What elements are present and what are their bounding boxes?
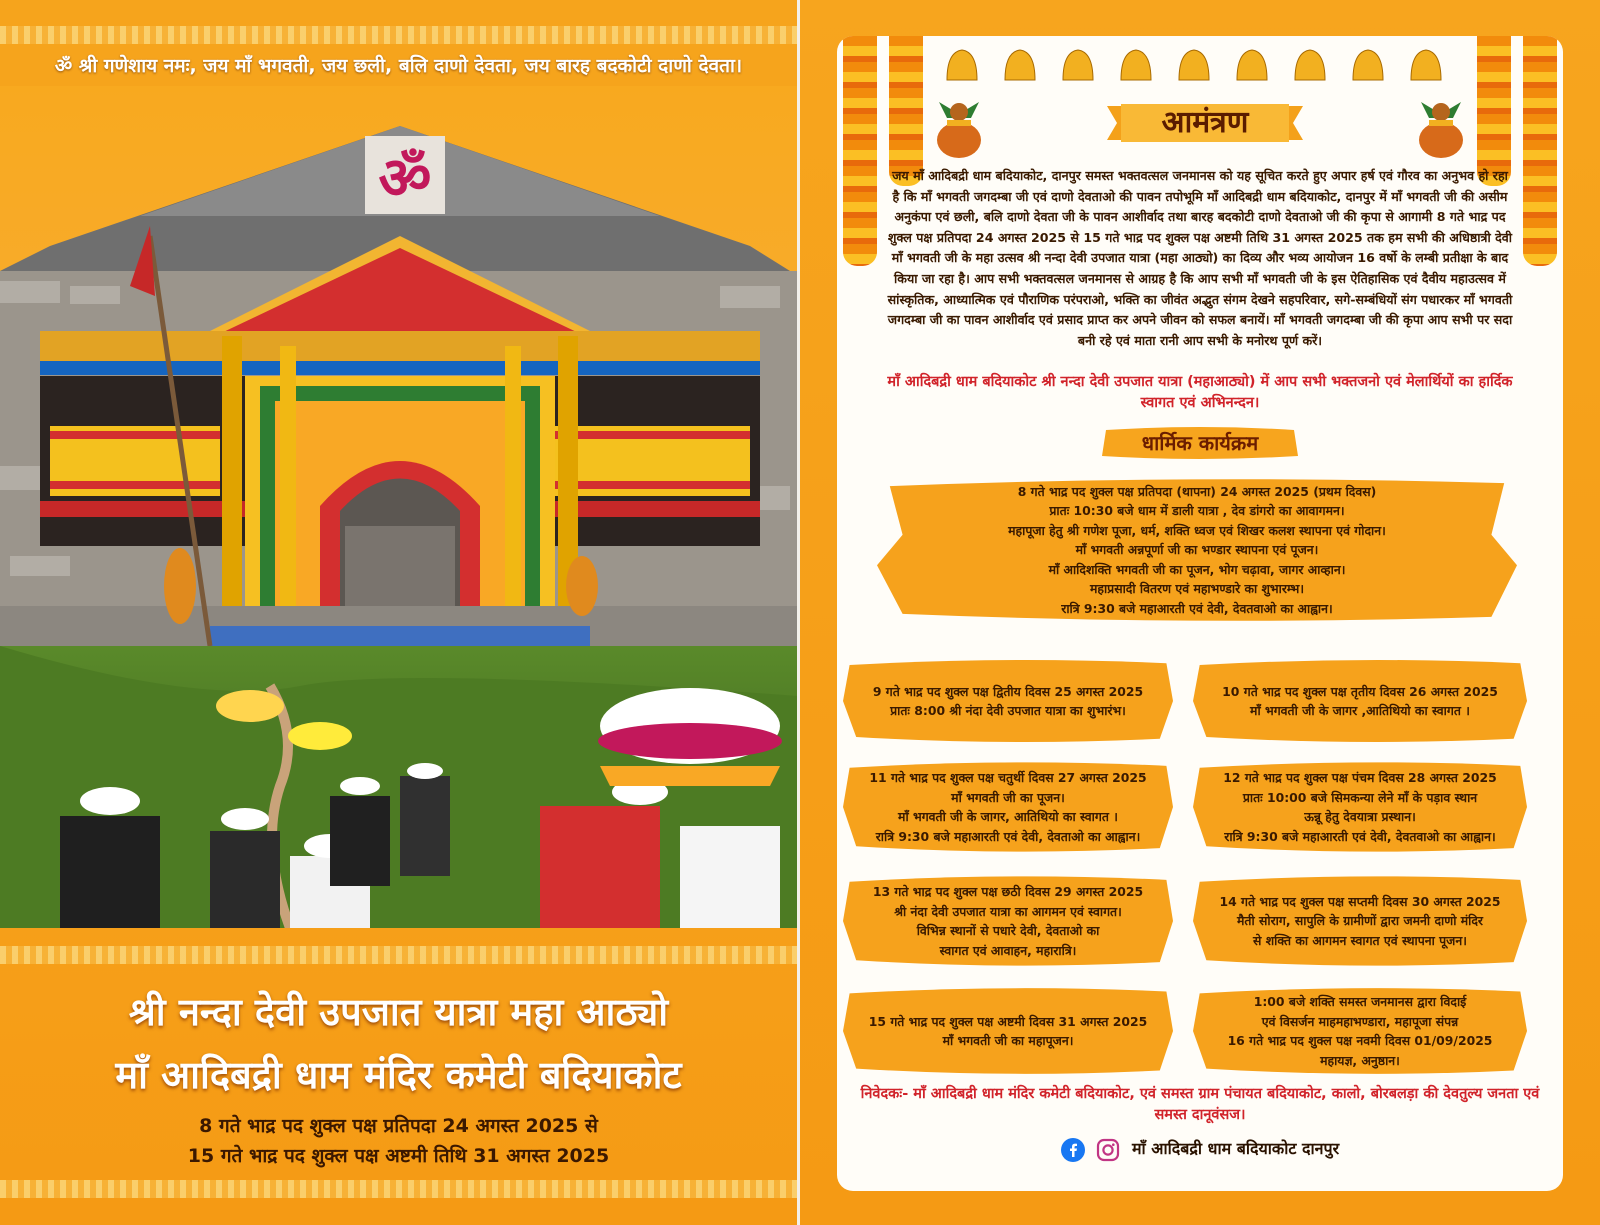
social-handle: माँ आदिबद्री धाम बदियाकोट दानपुर [1131,1139,1340,1158]
program-line: माँ भगवती जी का महापूजन। [942,1033,1074,1048]
bell-icon [1237,50,1267,80]
program-line: ऊन्नू हेतु देवयात्रा प्रस्थान। [1304,809,1416,824]
facebook-icon[interactable] [1061,1138,1085,1162]
program-line: विभिन्न स्थानों से पधारे देवी, देवताओ का [916,923,1100,938]
program-line: महायज्ञ, अनुष्ठान। [1320,1052,1400,1068]
program-heading: धार्मिक कार्यक्रम [1141,431,1259,455]
program-line: रात्रि 9:30 बजे महाआरती एवं देवी, देवतवाओ का आह्वान। [1061,600,1333,616]
program-line: 8 गते भाद्र पद शुक्ल पक्ष प्रतिपदा (थापना) 24 अगस्त 2025 (प्रथम दिवस) [1017,483,1377,499]
program-day2 [843,656,1173,746]
bell-icon [1121,50,1151,80]
temple-illustration [0,86,797,928]
program-line: माँ भगवती जी के जागर, आतिथियो का स्वागत । [898,809,1118,824]
program-line: प्रातः 8:00 श्री नंदा देवी उपजात यात्रा का शुभारंभ। [890,703,1126,718]
program-line: 11 गते भाद्र पद शुक्ल पक्ष चतुर्थी दिवस 27 अगस्त 2025 [869,770,1147,785]
program-line: से शक्ति का आगमन स्वागत एवं स्थापना पूजन। [1253,932,1467,948]
social-links [837,1136,1563,1162]
decorative-border-middle [0,946,797,964]
program-line: 10 गते भाद्र पद शुक्ल पक्ष तृतीय दिवस 26 अगस्त 2025 [1222,683,1498,699]
decorative-border-bottom [0,1180,797,1198]
program-day4 [843,758,1173,856]
program-line: 9 गते भाद्र पद शुक्ल पक्ष द्वितीय दिवस 25 अगस्त 2025 [872,683,1144,699]
program-line: 14 गते भाद्र पद शुक्ल पक्ष सप्तमी दिवस 30 अगस्त 2025 [1219,893,1501,909]
bell-row [937,40,1457,90]
program-line: मैती सोराग, सापुलि के ग्रामीणों द्वारा जमनी दाणो मंदिर [1237,913,1483,929]
program-line: 16 गते भाद्र पद शुक्ल पक्ष नवमी दिवस 01/09/2025 [1227,1033,1493,1048]
main-title-line1: श्री नन्दा देवी उपजात यात्रा महा आठ्यो [128,990,669,1034]
program-day8 [843,984,1173,1078]
organizer-note: निवेदकः- माँ आदिबद्री धाम मंदिर कमेटी बदियाकोट, एवं समस्त ग्राम पंचायत बदियाकोट, कालो, बोरबलड़ा की देवतुल्य जनता एवं समस्त दानूवंसज। [860,1086,1540,1123]
om-icon: ॐ [378,144,432,212]
program-line: रात्रि 9:30 बजे महाआरती एवं देवी, देवताओ का आह्वान। [875,828,1141,844]
program-day1 [877,474,1517,626]
program-line: प्रातः 10:00 बजे सिमकन्या लेने माँ के पड़ाव स्थान [1242,789,1478,805]
welcome-message: माँ आदिबद्री धाम बदियाकोट श्री नन्दा देवी उपजात यात्रा (महाआठ्यो) में आप सभी भक्तजनो एवं मेलार्थियों का हार्दिक स्वागत एवं अभिनन्दन। [887,374,1513,411]
bell-icon [1353,50,1383,80]
program-line: 12 गते भाद्र पद शुक्ल पक्ष पंचम दिवस 28 अगस्त 2025 [1223,770,1497,785]
marigold-garland-icon [843,36,877,266]
program-line: एवं विसर्जन माहमहाभण्डारा, महापूजा संपन्न [1261,1013,1459,1029]
program-line: रात्रि 9:30 बजे महाआरती एवं देवी, देवतवाओ का आह्वान। [1224,828,1496,844]
program-line: 15 गते भाद्र पद शुक्ल पक्ष अष्टमी दिवस 31 अगस्त 2025 [868,1013,1148,1029]
instagram-icon[interactable] [1096,1138,1120,1162]
invitation-paragraph: जय माँ आदिबद्री धाम बदियाकोट, दानपुर समस्त भक्तवत्सल जनमानस को यह सूचित करते हुए अपार हर्ष एवं गौरव का अनुभव हो रहा है कि माँ भगवती जगदम्बा जी एवं दाणो देवताओ की पावन तपोभूमि माँ आदिबद्री धाम बदियाकोट, दानपुर में माँ भगवती जी की असीम अनुकंपा एवं छली, बलि दाणो देवता जी के पावन आशीर्वाद तथा बारह बदकोटी दाणो देवताओ जी की कृपा से आगामी 8 गते भाद्र पद शुक्ल पक्ष प्रतिपदा 24 अगस्त 2025 से 15 गते भाद्र पद शुक्ल पक्ष अष्टमी तिथि 31 अगस्त 2025 तक हम सभी की अधिष्ठात्री देवी माँ भगवती जी के महा उत्सव श्री नन्दा देवी उपजात यात्रा (महा आठ्यो) का दिव्य और भव्य आयोजन 16 वर्षो के लम्बी प्रतीक्षा के बाद किया जा रहा है। आप सभी भक्तवत्सल जनमानस से आग्रह है कि आप सभी माँ भगवती जी के इस ऐतिहासिक एवं दैवीय महाउत्सव में सांस्कृतिक, आध्यात्मिक एवं पौराणिक परंपराओ, भक्ति का जीवंत अद्भुत संगम देखने सहपरिवार, सगे-सम्बंधियों संग पधारकर माँ भगवती जगदम्बा जी का पावन आशीर्वाद एवं प्रसाद प्राप्त कर अपने जीवन को सफल बनायें। माँ भगवती जगदम्बा जी की कृपा आप सभी पर सदा बनी रहे एवं माता रानी आप सभी के मनोरथ पूर्ण करें। [887,168,1513,348]
program-line: स्वागत एवं आवाहन, महारात्रि। [939,942,1077,958]
program-line: प्रातः 10:30 बजे धाम में डाली यात्रा , देव डांगरो का आवागमन। [1049,503,1345,519]
program-line: 1:00 बजे शक्ति समस्त जनमानस द्वारा विदाई [1253,994,1467,1009]
right-page [800,0,1600,1225]
program-line: माँ आदिशक्ति भगवती जी का पूजन, भोग चढ़ावा, जागर आव्हान। [1048,561,1346,577]
bell-icon [1063,50,1093,80]
program-line: माँ भगवती अन्नपूर्णा जी का भण्डार स्थापना एवं पूजन। [1075,542,1319,558]
program-line: महाप्रसादी वितरण एवं महाभण्डारे का शुभारम्भ। [1089,581,1305,597]
bell-icon [1005,50,1035,80]
main-title-line2: माँ आदिबद्री धाम मंदिर कमेटी बदियाकोट [115,1053,682,1097]
left-page [0,0,797,1225]
bell-icon [1295,50,1325,80]
kalash-icon [1411,92,1471,162]
date-range-line2: 15 गते भाद्र पद शुक्ल पक्ष अष्टमी तिथि 31 अगस्त 2025 [187,1145,610,1167]
invitation-card [837,36,1563,1191]
program-line: माँ भगवती जी के जागर ,आतिथियो का स्वागत । [1250,703,1470,718]
invocation-line: ॐ श्री गणेशाय नमः, जय माँ भगवती, जय छली, बलि दाणो देवता, जय बारह बदकोटी दाणो देवता। [54,55,743,77]
invitation-heading: आमंत्रण [1161,105,1249,140]
bell-icon [1411,50,1441,80]
marigold-garland-icon [1523,36,1557,266]
decorative-border-top [0,26,797,44]
program-line: श्री नंदा देवी उपजात यात्रा का आगमन एवं स्वागत। [894,903,1122,919]
program-day3 [1193,656,1527,746]
marigold-garland-icon [1477,36,1511,186]
date-range-line1: 8 गते भाद्र पद शुक्ल पक्ष प्रतिपदा 24 अगस्त 2025 से [199,1115,598,1137]
temple-photo [0,86,797,928]
bell-icon [1179,50,1209,80]
marigold-garland-icon [889,36,923,186]
program-line: 13 गते भाद्र पद शुक्ल पक्ष छठी दिवस 29 अगस्त 2025 [872,884,1144,899]
kalash-icon [929,92,989,162]
program-line: माँ भगवती जी का पूजन। [951,789,1065,805]
program-line: महापूजा हेतु श्री गणेश पूजा, धर्म, शक्ति ध्वज एवं शिखर कलश स्थापना एवं गोदान। [1008,522,1386,538]
bell-icon [947,50,977,80]
program-day9 [1193,984,1527,1078]
program-day7 [1193,872,1527,970]
program-day5 [1193,758,1527,856]
program-day6 [843,872,1173,970]
